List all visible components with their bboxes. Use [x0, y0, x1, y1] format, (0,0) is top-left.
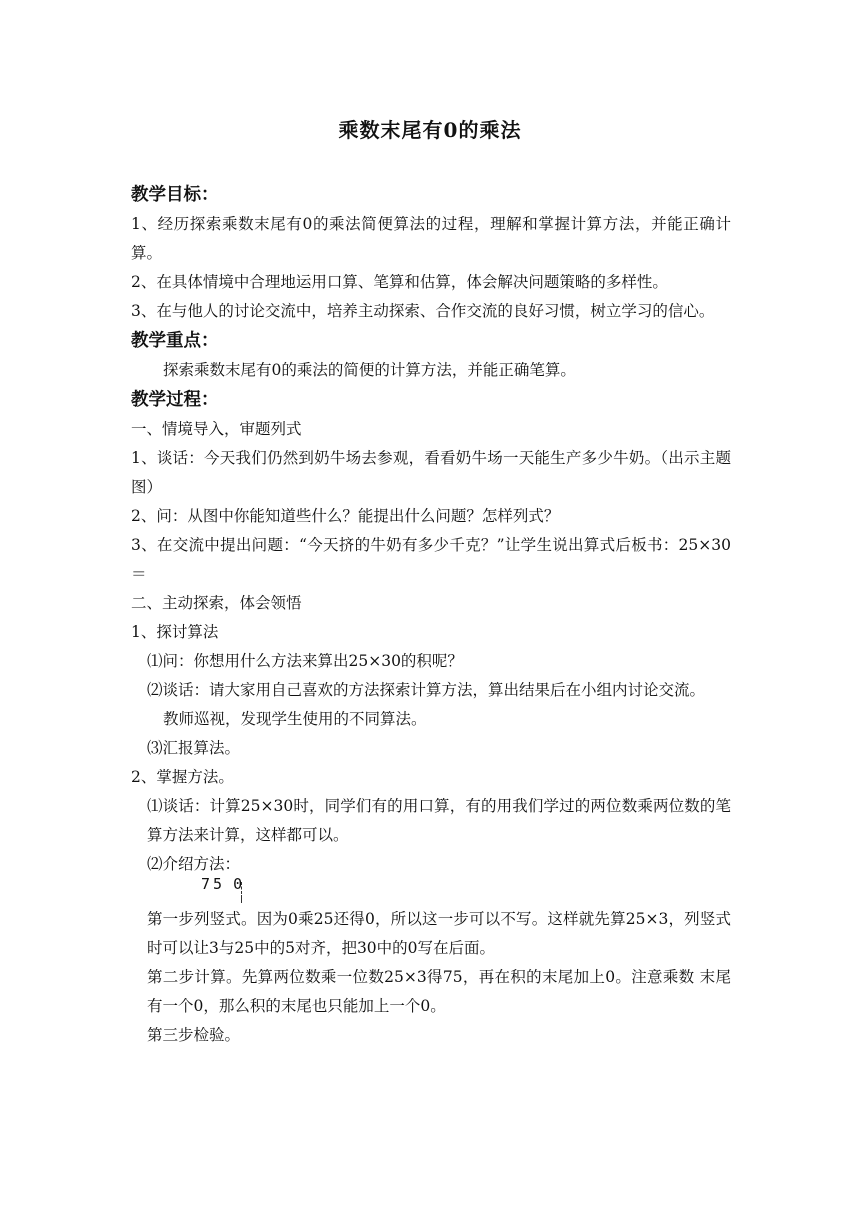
calc-tick [241, 895, 242, 903]
part1-item-2: 2、问：从图中你能知道些什么？能提出什么问题？怎样列式？ [131, 507, 560, 525]
key-points-text: 探索乘数末尾有0的乘法的简便的计算方法，并能正确笔算。 [163, 361, 576, 379]
part1-title: 一、情境导入，审题列式 [131, 420, 302, 438]
calc-left-digits: 75 [201, 875, 226, 893]
vertical-calculation [131, 875, 731, 905]
step2-talk: ⑴谈话：计算25×30时，同学们有的用口算，有的用我们学过的两位数乘两位数的笔算方法来计算，这样都可以。 [147, 797, 731, 844]
part1-item-1: 1、谈话：今天我们仍然到奶牛场去参观，看看奶牛场一天能生产多少牛奶。（出示主题图） [131, 449, 731, 496]
page-title: 乘数末尾有0的乘法 [338, 118, 522, 142]
step1-question: ⑴问：你想用什么方法来算出25×30的积呢？ [147, 652, 463, 670]
objective-1: 1、经历探索乘数末尾有0的乘法简便算法的过程，理解和掌握计算方法，并能正确计算。 [131, 215, 731, 262]
step2-intro: ⑵介绍方法： [147, 855, 241, 873]
part2-title: 二、主动探索，体会领悟 [131, 594, 302, 612]
calc-separator [241, 882, 243, 894]
calc-digits [201, 875, 245, 893]
step2-title: 2、掌握方法。 [131, 768, 234, 786]
step2-paragraph-2: 第二步计算。先算两位数乘一位数25×3得75，再在积的末尾加上0。注意乘数 末尾有一个0，那么积的末尾也只能加上一个0。 [147, 968, 731, 1015]
step1-report: ⑶汇报算法。 [147, 739, 241, 757]
part1-item-3: 3、在交流中提出问题：“今天挤的牛奶有多少千克？”让学生说出算式后板书：25×30＝ [131, 536, 731, 583]
step2-paragraph-1: 第一步列竖式。因为0乘25还得0，所以这一步可以不写。这样就先算25×3，列竖式时可以让3与25中的5对齐，把30中的0写在后面。 [147, 910, 731, 957]
step1-discussion: ⑵谈话：请大家用自己喜欢的方法探索计算方法，算出结果后在小组内讨论交流。 [147, 681, 706, 699]
calc-right-digit: 0 [233, 875, 246, 893]
step2-paragraph-3: 第三步检验。 [147, 1026, 241, 1044]
key-points-heading: 教学重点： [131, 331, 219, 351]
step1-teacher-note: 教师巡视，发现学生使用的不同算法。 [163, 710, 427, 728]
objective-3: 3、在与他人的讨论交流中，培养主动探索、合作交流的良好习惯，树立学习的信心。 [131, 302, 715, 320]
process-heading: 教学过程： [131, 390, 219, 410]
document-body [131, 180, 731, 1050]
objectives-heading: 教学目标： [131, 185, 219, 205]
objective-2: 2、在具体情境中合理地运用口算、笔算和估算，体会解决问题策略的多样性。 [131, 273, 668, 291]
step1-title: 1、探讨算法 [131, 623, 219, 641]
